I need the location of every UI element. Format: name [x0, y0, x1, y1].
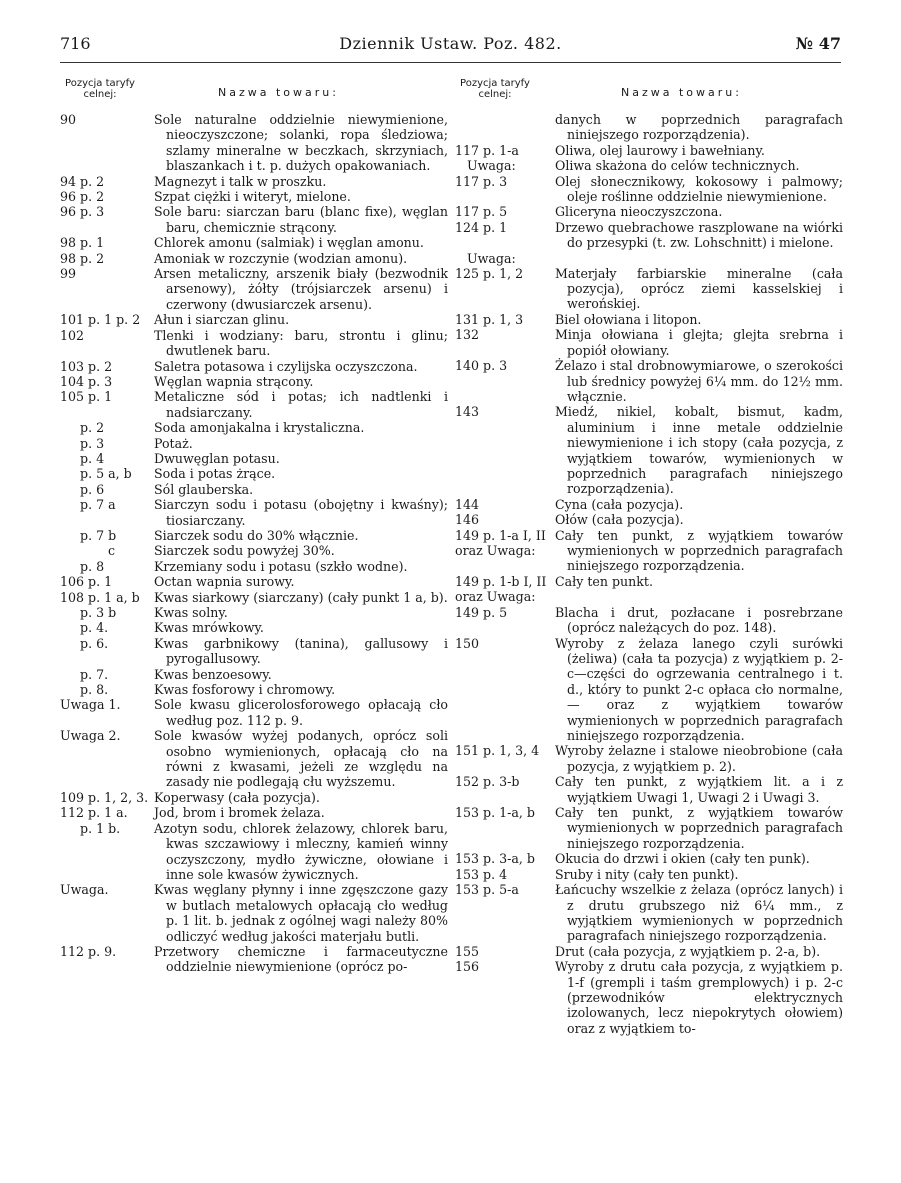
- goods-description: Tlenki i wodziany: baru, strontu i glinu; dwutlenek baru.: [154, 327, 448, 359]
- tariff-entry: [60, 882, 448, 944]
- tariff-entry: [455, 158, 843, 173]
- tariff-position: 102: [60, 327, 85, 343]
- goods-description: Saletra potasowa i czylijska oczyszczona.: [154, 358, 418, 374]
- tariff-position: 98 p. 1: [60, 235, 105, 251]
- right-column: [455, 76, 843, 1036]
- goods-description: Wyroby z żelaza lanego czyli surówki (żeliwa) (cała ta pozycja) z wyjątkiem p. 2-c—części do ogrzewania centralnego i t. d., który to punkt 2-c opłaca cło normalne, — oraz z wyjątkiem towarów wymienionych w poprzednich paragrafach niniejszego rozporządzenia.: [555, 635, 843, 744]
- tariff-position: 153 p. 3-a, b: [455, 851, 535, 867]
- tariff-entry: [455, 404, 843, 496]
- goods-description: Sole naturalne oddzielnie niewymienione, nieoczyszczone; solanki, ropa śledziowa; szlamy mineralne w beczkach, skrzyniach, blaszankach i t. p. dużych opakowaniach.: [154, 112, 448, 174]
- goods-description: Siarczek sodu powyżej 30%.: [154, 543, 335, 559]
- tariff-entry: [60, 451, 448, 466]
- goods-description: Wyroby żelazne i stalowe nieobrobione (cała pozycja, z wyjątkiem p. 2).: [555, 743, 843, 774]
- goods-description: Łańcuchy wszelkie z żelaza (oprócz lanych) i z drutu grubszego niż 6¼ mm., z wyjątkiem wymienionych w poprzednich paragrafach niniejszego rozporządzenia.: [555, 882, 843, 944]
- goods-description: Cały ten punkt, z wyjątkiem towarów wymienionych w poprzednich paragrafach niniejszego rozporządzenia.: [555, 805, 843, 851]
- tariff-position: 155: [455, 943, 480, 959]
- goods-description: Potaż.: [154, 435, 193, 451]
- goods-description: Cały ten punkt, z wyjątkiem lit. a i z wyjątkiem Uwagi 1, Uwagi 2 i Uwagi 3.: [555, 774, 843, 805]
- tariff-position: 125 p. 1, 2: [455, 265, 524, 281]
- tariff-entry: [60, 312, 448, 327]
- goods-description: Sole kwasu glicerolosforowego opłacają cło według poz. 112 p. 9.: [154, 697, 448, 728]
- goods-description: Chlorek amonu (salmiak) i węglan amonu.: [154, 235, 424, 251]
- tariff-position: p. 6: [60, 481, 105, 497]
- tariff-position: 106 p. 1: [60, 574, 113, 590]
- position-header: Pozycja taryfy celnej:: [460, 78, 530, 100]
- goods-description: Biel ołowiana i litopon.: [555, 311, 702, 327]
- tariff-position: Uwaga 2.: [60, 728, 121, 744]
- goods-description: Kwas benzoesowy.: [154, 666, 272, 682]
- tariff-position: p. 7 a: [60, 497, 116, 513]
- right-entries: [455, 112, 843, 1036]
- tariff-entry: [60, 728, 448, 790]
- tariff-position: 96 p. 2: [60, 189, 105, 205]
- tariff-entry: [455, 867, 843, 882]
- header-rule: [60, 62, 841, 63]
- goods-description: Żelazo i stal drobnowymiarowe, o szerokości lub średnicy powyżej 6¼ mm. do 12½ mm. włącznie.: [555, 358, 843, 404]
- tariff-entry: [60, 667, 448, 682]
- tariff-entry: [60, 389, 448, 420]
- tariff-position: 152 p. 3-b: [455, 774, 520, 790]
- tariff-entry: [60, 620, 448, 635]
- tariff-position: 124 p. 1: [455, 219, 508, 235]
- left-column: [60, 76, 448, 975]
- left-column-header: [60, 76, 448, 112]
- tariff-position: 149 p. 5: [455, 604, 508, 620]
- goods-description: Cyna (cała pozycja).: [555, 496, 684, 512]
- tariff-position: p. 6.: [60, 635, 109, 651]
- right-column-header: [455, 76, 843, 112]
- tariff-position: Uwaga 1.: [60, 697, 121, 713]
- tariff-position: 112 p. 9.: [60, 943, 117, 959]
- tariff-entry: [60, 528, 448, 543]
- page-number: 716: [60, 34, 91, 53]
- tariff-entry: [60, 359, 448, 374]
- goods-description: Sole kwasów wyżej podanych, oprócz soli osobno wymienionych, opłacają cło na równi z kwasami, jeżeli ze względu na zasady nie podlegają cłu wyższemu.: [154, 728, 448, 790]
- goods-description: Arsen metaliczny, arszenik biały (bezwodnik arsenowy), żółty (trójsiarczek arsenu) i czerwony (dwusiarczek arsenu).: [154, 266, 448, 312]
- goods-description: Magnezyt i talk w proszku.: [154, 173, 327, 189]
- goods-description: Octan wapnia surowy.: [154, 574, 295, 590]
- goods-description: danych w poprzednich paragrafach niniejszego rozporządzenia).: [555, 112, 843, 143]
- tariff-entry: [60, 559, 448, 574]
- goods-description: Okucia do drzwi i okien (cały ten punk).: [555, 851, 810, 867]
- tariff-entry: [455, 636, 843, 744]
- tariff-entry: [60, 189, 448, 204]
- tariff-entry: [60, 682, 448, 697]
- tariff-entry: [455, 174, 843, 205]
- tariff-position: 131 p. 1, 3: [455, 311, 524, 327]
- page-header: [60, 34, 841, 58]
- tariff-entry: [60, 805, 448, 820]
- tariff-entry: [455, 959, 843, 1036]
- tariff-entry: [455, 312, 843, 327]
- tariff-entry: [455, 944, 843, 959]
- goods-description: Materjały farbiarskie mineralne (cała pozycja), oprócz ziemi kasselskiej i werońskiej.: [555, 265, 843, 312]
- tariff-position: p. 8.: [60, 682, 109, 698]
- goods-description: Kwas węglany płynny i inne zgęszczone gazy w butlach metalowych opłacają cło według p. 1 lit. b. jednak z ogólnej wagi należy 80% odliczyć według jakości materjału butli.: [154, 882, 448, 944]
- goods-description: Kwas fosforowy i chromowy.: [154, 682, 336, 698]
- tariff-entry: [455, 528, 843, 574]
- tariff-position: p. 4.: [60, 620, 109, 636]
- tariff-entry: [455, 512, 843, 527]
- tariff-entry: [455, 497, 843, 512]
- goods-description: Sole baru: siarczan baru (blanc fixe), węglan baru, chemicznie strącony.: [154, 204, 448, 235]
- goods-description: Drut (cała pozycja, z wyjątkiem p. 2-a, b).: [555, 943, 821, 959]
- tariff-position: 149 p. 1-b I, II oraz Uwaga:: [455, 573, 547, 605]
- tariff-entry: [455, 358, 843, 404]
- tariff-position: 117 p. 5: [455, 204, 508, 220]
- journal-title: Dziennik Ustaw. Poz. 482.: [339, 34, 562, 53]
- goods-description: Kwas siarkowy (siarczany) (cały punkt 1 a, b).: [154, 589, 448, 605]
- goods-description: Azotyn sodu, chlorek żelazowy, chlorek baru, kwas szczawiowy i mleczny, kamień winny oczyszczony, mydło żywiczne, ołowiane i inne sole kwasów żywicznych.: [154, 820, 448, 882]
- tariff-position: p. 3 b: [60, 605, 117, 620]
- tariff-entry: [60, 482, 448, 497]
- goods-description: Kwas solny.: [154, 605, 228, 620]
- tariff-position: 104 p. 3: [60, 373, 113, 389]
- tariff-entry: [60, 420, 448, 435]
- tariff-entry: [60, 590, 448, 605]
- tariff-position: Uwaga:: [455, 158, 516, 174]
- tariff-entry: [455, 774, 843, 805]
- goods-description: Dwuwęglan potasu.: [154, 450, 280, 466]
- tariff-position: 108 p. 1 a, b: [60, 589, 140, 605]
- goods-description: Metaliczne sód i potas; ich nadtlenki i nadsiarczany.: [154, 389, 448, 420]
- tariff-entry: [60, 266, 448, 312]
- left-entries: [60, 112, 448, 975]
- tariff-entry: [60, 605, 448, 620]
- tariff-position: p. 7.: [60, 666, 109, 682]
- goods-description: Oliwa, olej laurowy i bawełniany.: [555, 142, 765, 158]
- tariff-position: 143: [455, 404, 480, 420]
- name-header: Nazwa towaru:: [218, 86, 339, 99]
- tariff-position: 101 p. 1 p. 2: [60, 312, 141, 328]
- goods-description: Soda i potas żrące.: [154, 466, 276, 482]
- goods-description: Koperwasy (cała pozycja).: [154, 789, 320, 805]
- tariff-position: 140 p. 3: [455, 358, 508, 374]
- tariff-position: 96 p. 3: [60, 204, 105, 220]
- tariff-position: Uwaga:: [455, 250, 516, 266]
- tariff-position: 117 p. 1-a: [455, 142, 519, 158]
- tariff-position: p. 1 b.: [60, 820, 121, 836]
- tariff-position: 98 p. 2: [60, 250, 105, 266]
- tariff-entry: [455, 574, 843, 605]
- tariff-position: 109 p. 1, 2, 3.: [60, 789, 149, 805]
- goods-description: Drzewo quebrachowe raszplowane na wiórki do przesypki (t. zw. Lohschnitt) i mielone.: [555, 219, 843, 251]
- tariff-position: 150: [455, 635, 480, 651]
- tariff-entry: [60, 790, 448, 805]
- tariff-position: p. 5 a, b: [60, 466, 132, 482]
- tariff-position: 153 p. 5-a: [455, 882, 519, 898]
- goods-description: Blacha i drut, pozłacane i posrebrzane (oprócz należących do poz. 148).: [555, 604, 843, 636]
- position-header: Pozycja taryfy celnej:: [65, 78, 135, 100]
- tariff-entry: [455, 882, 843, 944]
- tariff-position: 153 p. 1-a, b: [455, 805, 535, 821]
- tariff-entry: [60, 543, 448, 558]
- issue-number: № 47: [795, 34, 841, 53]
- tariff-entry: [455, 605, 843, 636]
- tariff-entry: [455, 327, 843, 358]
- goods-description: Ołów (cała pozycja).: [555, 512, 684, 528]
- tariff-entry: [60, 697, 448, 728]
- goods-description: Szpat ciężki i witeryt, mielone.: [154, 189, 351, 205]
- goods-description: Gliceryna nieoczyszczona.: [555, 204, 723, 220]
- goods-description: Cały ten punkt.: [555, 573, 653, 589]
- tariff-position: 149 p. 1-a I, II oraz Uwaga:: [455, 527, 546, 558]
- tariff-position: 94 p. 2: [60, 173, 105, 189]
- goods-description: Ałun i siarczan glinu.: [154, 312, 290, 328]
- goods-description: Miedź, nikiel, kobalt, bismut, kadm, aluminium i inne metale oddzielnie niewymienione i ich stopy (cała pozycja, z wyjątkiem towarów, wymienionych w poprzednich paragrafach niniejszego rozporządzenia).: [555, 404, 843, 497]
- tariff-entry: [60, 235, 448, 250]
- tariff-position: p. 2: [60, 420, 105, 436]
- name-header: Nazwa towaru:: [621, 86, 742, 99]
- tariff-position: Uwaga.: [60, 882, 109, 898]
- tariff-entry: [60, 636, 448, 667]
- goods-description: Amoniak w rozczynie (wodzian amonu).: [154, 250, 408, 266]
- tariff-entry: [60, 436, 448, 451]
- goods-description: Kwas mrówkowy.: [154, 620, 264, 636]
- tariff-entry: [455, 143, 843, 158]
- tariff-position: 112 p. 1 a.: [60, 805, 128, 821]
- tariff-position: p. 4: [60, 450, 105, 466]
- tariff-entry: [455, 851, 843, 866]
- goods-description: Kwas garbnikowy (tanina), gallusowy i pyrogallusowy.: [154, 635, 448, 667]
- tariff-position: p. 7 b: [60, 527, 117, 543]
- tariff-entry: [455, 251, 843, 266]
- tariff-entry: [60, 821, 448, 883]
- tariff-position: 153 p. 4: [455, 866, 508, 882]
- tariff-entry: [60, 374, 448, 389]
- tariff-position: 151 p. 1, 3, 4: [455, 743, 540, 759]
- tariff-entry: [455, 220, 843, 251]
- tariff-entry: [60, 251, 448, 266]
- tariff-entry: [60, 497, 448, 528]
- tariff-entry: [60, 112, 448, 174]
- goods-description: Minja ołowiana i glejta; glejta srebrna i popiół ołowiany.: [555, 327, 843, 358]
- goods-description: Oliwa skażona do celów technicznych.: [555, 158, 800, 174]
- tariff-position: c: [60, 543, 116, 559]
- tariff-position: 99: [60, 266, 77, 282]
- goods-description: Siarczek sodu do 30% włącznie.: [154, 527, 359, 543]
- tariff-position: 146: [455, 512, 480, 528]
- tariff-entry: [455, 204, 843, 219]
- tariff-entry: [455, 266, 843, 312]
- tariff-position: 105 p. 1: [60, 389, 113, 405]
- tariff-entry: [455, 805, 843, 851]
- tariff-entry: [60, 466, 448, 481]
- goods-description: Olej słonecznikowy, kokosowy i palmowy; oleje roślinne oddzielnie niewymienione.: [555, 173, 843, 205]
- tariff-entry: [60, 204, 448, 235]
- tariff-position: 103 p. 2: [60, 358, 113, 374]
- tariff-position: 117 p. 3: [455, 173, 508, 189]
- goods-description: Sruby i nity (cały ten punkt).: [555, 866, 739, 882]
- tariff-position: 144: [455, 496, 480, 512]
- goods-description: Siarczyn sodu i potasu (obojętny i kwaśny); tiosiarczany.: [154, 497, 448, 528]
- goods-description: Krzemiany sodu i potasu (szkło wodne).: [154, 558, 408, 574]
- tariff-entry: [60, 174, 448, 189]
- goods-description: Węglan wapnia strącony.: [154, 373, 314, 389]
- tariff-entry: [455, 112, 843, 143]
- tariff-entry: [455, 743, 843, 774]
- tariff-position: p. 8: [60, 558, 105, 574]
- tariff-position: 132: [455, 327, 480, 343]
- goods-description: Jod, brom i bromek żelaza.: [154, 805, 325, 821]
- tariff-entry: [60, 944, 448, 975]
- goods-description: Soda amonjakalna i krystaliczna.: [154, 420, 365, 436]
- goods-description: Cały ten punkt, z wyjątkiem towarów wymienionych w poprzednich paragrafach niniejszego rozporządzenia.: [555, 527, 843, 574]
- tariff-position: p. 3: [60, 435, 105, 451]
- goods-description: Sól glauberska.: [154, 481, 254, 497]
- tariff-position: 156: [455, 959, 480, 975]
- tariff-entry: [60, 328, 448, 359]
- goods-description: Wyroby z drutu cała pozycja, z wyjątkiem p. 1-f (grempli i taśm gremplowych) i p. 2-c (przewodników elektrycznych izolowanych, lecz niepokrytych ołowiem) oraz z wyjątkiem to-: [555, 959, 843, 1036]
- tariff-entry: [60, 574, 448, 589]
- goods-description: Przetwory chemiczne i farmaceutyczne oddzielnie niewymienione (oprócz po-: [154, 943, 448, 975]
- tariff-position: 90: [60, 112, 77, 127]
